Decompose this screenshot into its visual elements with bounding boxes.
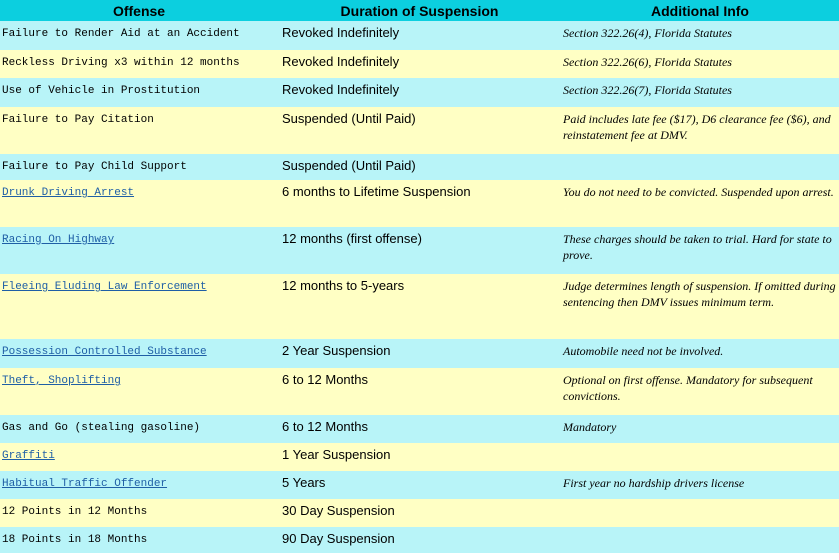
- additional-info-cell: Section 322.26(7), Florida Statutes: [561, 78, 839, 107]
- offense-cell: Failure to Pay Citation: [0, 107, 278, 154]
- table-row: [0, 415, 839, 443]
- duration-cell: Revoked Indefinitely: [278, 50, 561, 78]
- additional-info-cell: [561, 154, 839, 180]
- additional-info-cell: Section 322.26(6), Florida Statutes: [561, 50, 839, 78]
- additional-info-cell: Optional on first offense. Mandatory for subsequent convictions.: [561, 368, 839, 415]
- table-row: [0, 443, 839, 471]
- additional-info-cell: You do not need to be convicted. Suspended upon arrest.: [561, 180, 839, 227]
- table-row: [0, 339, 839, 368]
- table-row: [0, 499, 839, 527]
- offense-cell[interactable]: [0, 180, 278, 227]
- duration-cell: Suspended (Until Paid): [278, 107, 561, 154]
- table-row: [0, 154, 839, 180]
- header-row: [0, 0, 839, 21]
- offense-cell: Failure to Render Aid at an Accident: [0, 21, 278, 50]
- additional-info-cell: [561, 527, 839, 553]
- offense-cell[interactable]: [0, 368, 278, 415]
- duration-cell: Revoked Indefinitely: [278, 21, 561, 50]
- offense-cell[interactable]: [0, 339, 278, 368]
- duration-cell: 12 months (first offense): [278, 227, 561, 274]
- offense-cell[interactable]: [0, 227, 278, 274]
- duration-cell: 90 Day Suspension: [278, 527, 561, 553]
- offense-cell: Gas and Go (stealing gasoline): [0, 415, 278, 443]
- duration-cell: 12 months to 5-years: [278, 274, 561, 339]
- duration-cell: 6 to 12 Months: [278, 368, 561, 415]
- additional-info-cell: Section 322.26(4), Florida Statutes: [561, 21, 839, 50]
- duration-cell: 5 Years: [278, 471, 561, 499]
- offense-link[interactable]: Graffiti: [2, 450, 55, 462]
- additional-info-cell: Paid includes late fee ($17), D6 clearance fee ($6), and reinstatement fee at DMV.: [561, 107, 839, 154]
- offense-cell[interactable]: [0, 274, 278, 339]
- offense-cell: 18 Points in 18 Months: [0, 527, 278, 553]
- table-row: [0, 527, 839, 553]
- offense-cell: 12 Points in 12 Months: [0, 499, 278, 527]
- duration-cell: 6 months to Lifetime Suspension: [278, 180, 561, 227]
- table-row: [0, 180, 839, 227]
- header-additional-info: Additional Info: [561, 0, 839, 21]
- offense-link[interactable]: Drunk Driving Arrest: [2, 187, 135, 199]
- table-row: [0, 50, 839, 78]
- offense-cell[interactable]: [0, 443, 278, 471]
- header-offense: Offense: [0, 0, 278, 21]
- table-body: [0, 21, 839, 553]
- duration-cell: Revoked Indefinitely: [278, 78, 561, 107]
- table-row: [0, 368, 839, 415]
- table-row: [0, 21, 839, 50]
- header-duration: Duration of Suspension: [278, 0, 561, 21]
- additional-info-cell: Judge determines length of suspension. If omitted during sentencing then DMV issues minimum term.: [561, 274, 839, 339]
- table-row: [0, 227, 839, 274]
- table-row: [0, 471, 839, 499]
- table-row: [0, 78, 839, 107]
- additional-info-cell: [561, 443, 839, 471]
- offense-cell: Use of Vehicle in Prostitution: [0, 78, 278, 107]
- offense-cell: Failure to Pay Child Support: [0, 154, 278, 180]
- offense-link[interactable]: Habitual Traffic Offender: [2, 478, 168, 490]
- additional-info-cell: Mandatory: [561, 415, 839, 443]
- duration-cell: 30 Day Suspension: [278, 499, 561, 527]
- additional-info-cell: These charges should be taken to trial. Hard for state to prove.: [561, 227, 839, 274]
- additional-info-cell: First year no hardship drivers license: [561, 471, 839, 499]
- additional-info-cell: [561, 499, 839, 527]
- table-row: [0, 107, 839, 154]
- offense-link[interactable]: Fleeing Eluding Law Enforcement: [2, 281, 207, 293]
- duration-cell: 1 Year Suspension: [278, 443, 561, 471]
- table-row: [0, 274, 839, 339]
- offense-link[interactable]: Racing On Highway: [2, 234, 115, 246]
- offense-link[interactable]: Possession Controlled Substance: [2, 346, 207, 358]
- offense-cell[interactable]: [0, 471, 278, 499]
- offense-cell: Reckless Driving x3 within 12 months: [0, 50, 278, 78]
- duration-cell: Suspended (Until Paid): [278, 154, 561, 180]
- duration-cell: 6 to 12 Months: [278, 415, 561, 443]
- duration-cell: 2 Year Suspension: [278, 339, 561, 368]
- offense-link[interactable]: Theft, Shoplifting: [2, 375, 121, 387]
- additional-info-cell: Automobile need not be involved.: [561, 339, 839, 368]
